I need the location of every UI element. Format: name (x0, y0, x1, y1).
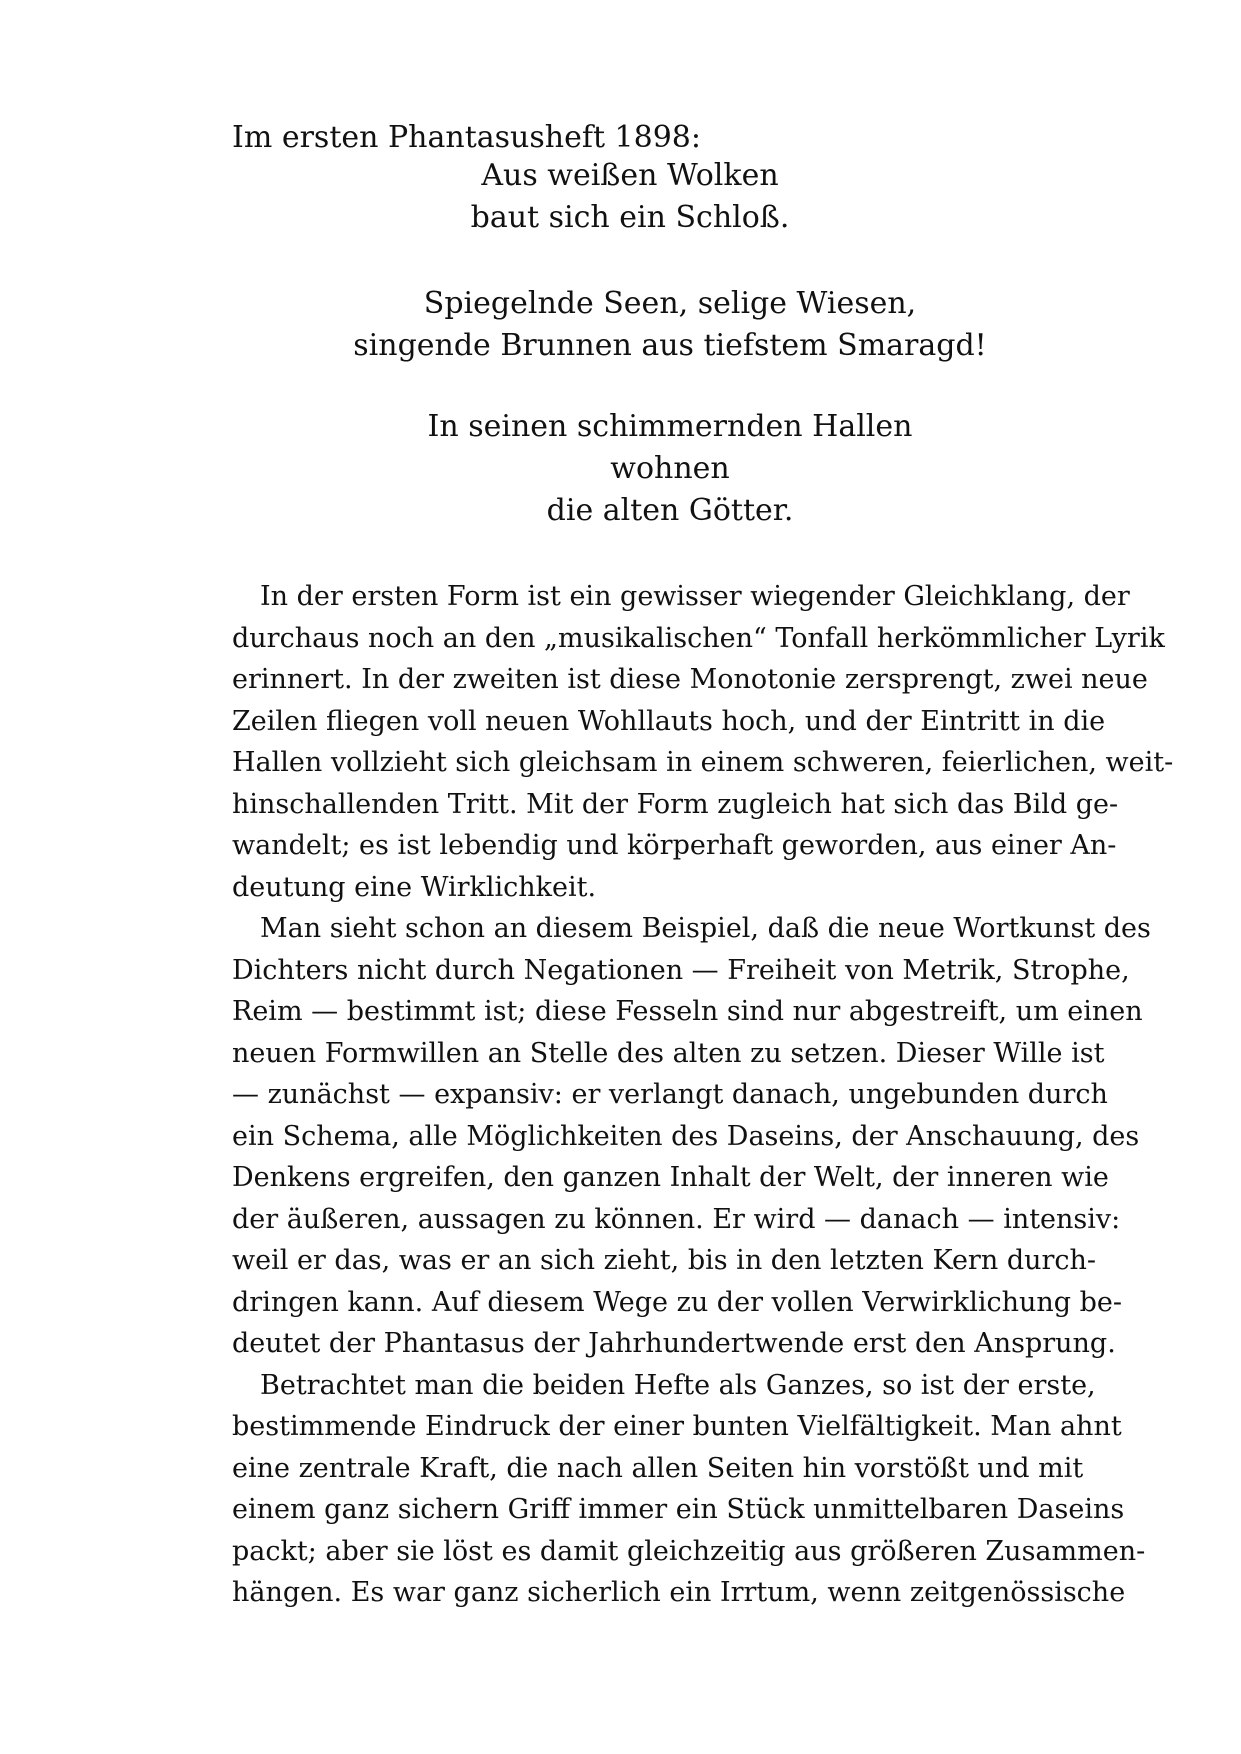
text-line: erinnert. In der zweiten ist diese Monotonie zersprengt, zwei neue (232, 664, 1148, 695)
text-line: deutung eine Wirklichkeit. (232, 871, 597, 903)
text-line: Hallen vollzieht sich gleichsam in einem schweren, feierlichen, weit- (232, 747, 1174, 778)
text-line: durchaus noch an den „musikalischen“ Tonfall herkömmlicher Lyrik (232, 622, 1165, 654)
poem-stanza-2 (300, 283, 1040, 367)
text-line: Denkens ergreifen, den ganzen Inhalt der Welt, der inneren wie (232, 1162, 1109, 1193)
text-line: — zunächst — expansiv: er verlangt danach, ungebunden durch (232, 1079, 1108, 1110)
text-line: hängen. Es war ganz sicherlich ein Irrtum, wenn zeitgenössische (232, 1577, 1126, 1608)
text-line: wandelt; es ist lebendig und körperhaft geworden, aus einer An- (232, 830, 1117, 861)
text-line: der äußeren, aussagen zu können. Er wird — danach — intensiv: (232, 1203, 1121, 1235)
text-line: Zeilen fliegen voll neuen Wohllauts hoch, und der Eintritt in die (232, 705, 1106, 737)
text-line: packt; aber sie löst es damit gleichzeitig aus größeren Zusammen- (232, 1535, 1146, 1567)
poem-stanza-1 (440, 155, 820, 239)
text-line: bestimmende Eindruck der einer bunten Vielfältigkeit. Man ahnt (232, 1411, 1122, 1442)
intro-line: Im ersten Phantasusheft 1898: (232, 120, 701, 155)
text-line: eine zentrale Kraft, die nach allen Seiten hin vorstößt und mit (232, 1452, 1084, 1484)
poem-line: die alten Götter. (546, 493, 794, 528)
prose-body (232, 576, 1174, 1614)
text-line: einem ganz sichern Griff immer ein Stück unmittelbaren Daseins (232, 1494, 1125, 1525)
poem-stanza-3 (300, 406, 1040, 532)
paragraph-3 (232, 1365, 1146, 1614)
text-line: neuen Formwillen an Stelle des alten zu setzen. Dieser Wille ist (232, 1037, 1105, 1069)
text-line: dringen kann. Auf diesem Wege zu der vollen Verwirklichung be- (232, 1286, 1123, 1318)
text-line: Man sieht schon an diesem Beispiel, daß die neue Wortkunst des (260, 913, 1151, 944)
poem-line: Aus weißen Wolken (481, 158, 779, 193)
text-line: ein Schema, alle Möglichkeiten des Daseins, der Anschauung, des (232, 1120, 1140, 1152)
poem-line: In seinen schimmernden Hallen (427, 409, 913, 444)
paragraph-2 (232, 908, 1151, 1365)
text-line: hinschallenden Tritt. Mit der Form zugleich hat sich das Bild ge- (232, 788, 1119, 820)
text-line: In der ersten Form ist ein gewisser wiegender Gleichklang, der (260, 581, 1130, 612)
poem-line: wohnen (610, 451, 730, 486)
poem-line: singende Brunnen aus tiefstem Smaragd! (353, 328, 987, 363)
text-line: deutet der Phantasus der Jahrhundertwende erst den Ansprung. (232, 1328, 1116, 1359)
text-line: weil er das, was er an sich zieht, bis in den letzten Kern durch- (232, 1245, 1097, 1276)
paragraph-1 (232, 576, 1174, 908)
poem-line: Spiegelnde Seen, selige Wiesen, (423, 286, 917, 321)
text-line: Dichters nicht durch Negationen — Freiheit von Metrik, Strophe, (232, 954, 1130, 986)
poem-line: baut sich ein Schloß. (470, 200, 790, 235)
text-line: Reim — bestimmt ist; diese Fesseln sind nur abgestreift, um einen (232, 996, 1143, 1027)
text-line: Betrachtet man die beiden Hefte als Ganzes, so ist der erste, (260, 1369, 1096, 1401)
